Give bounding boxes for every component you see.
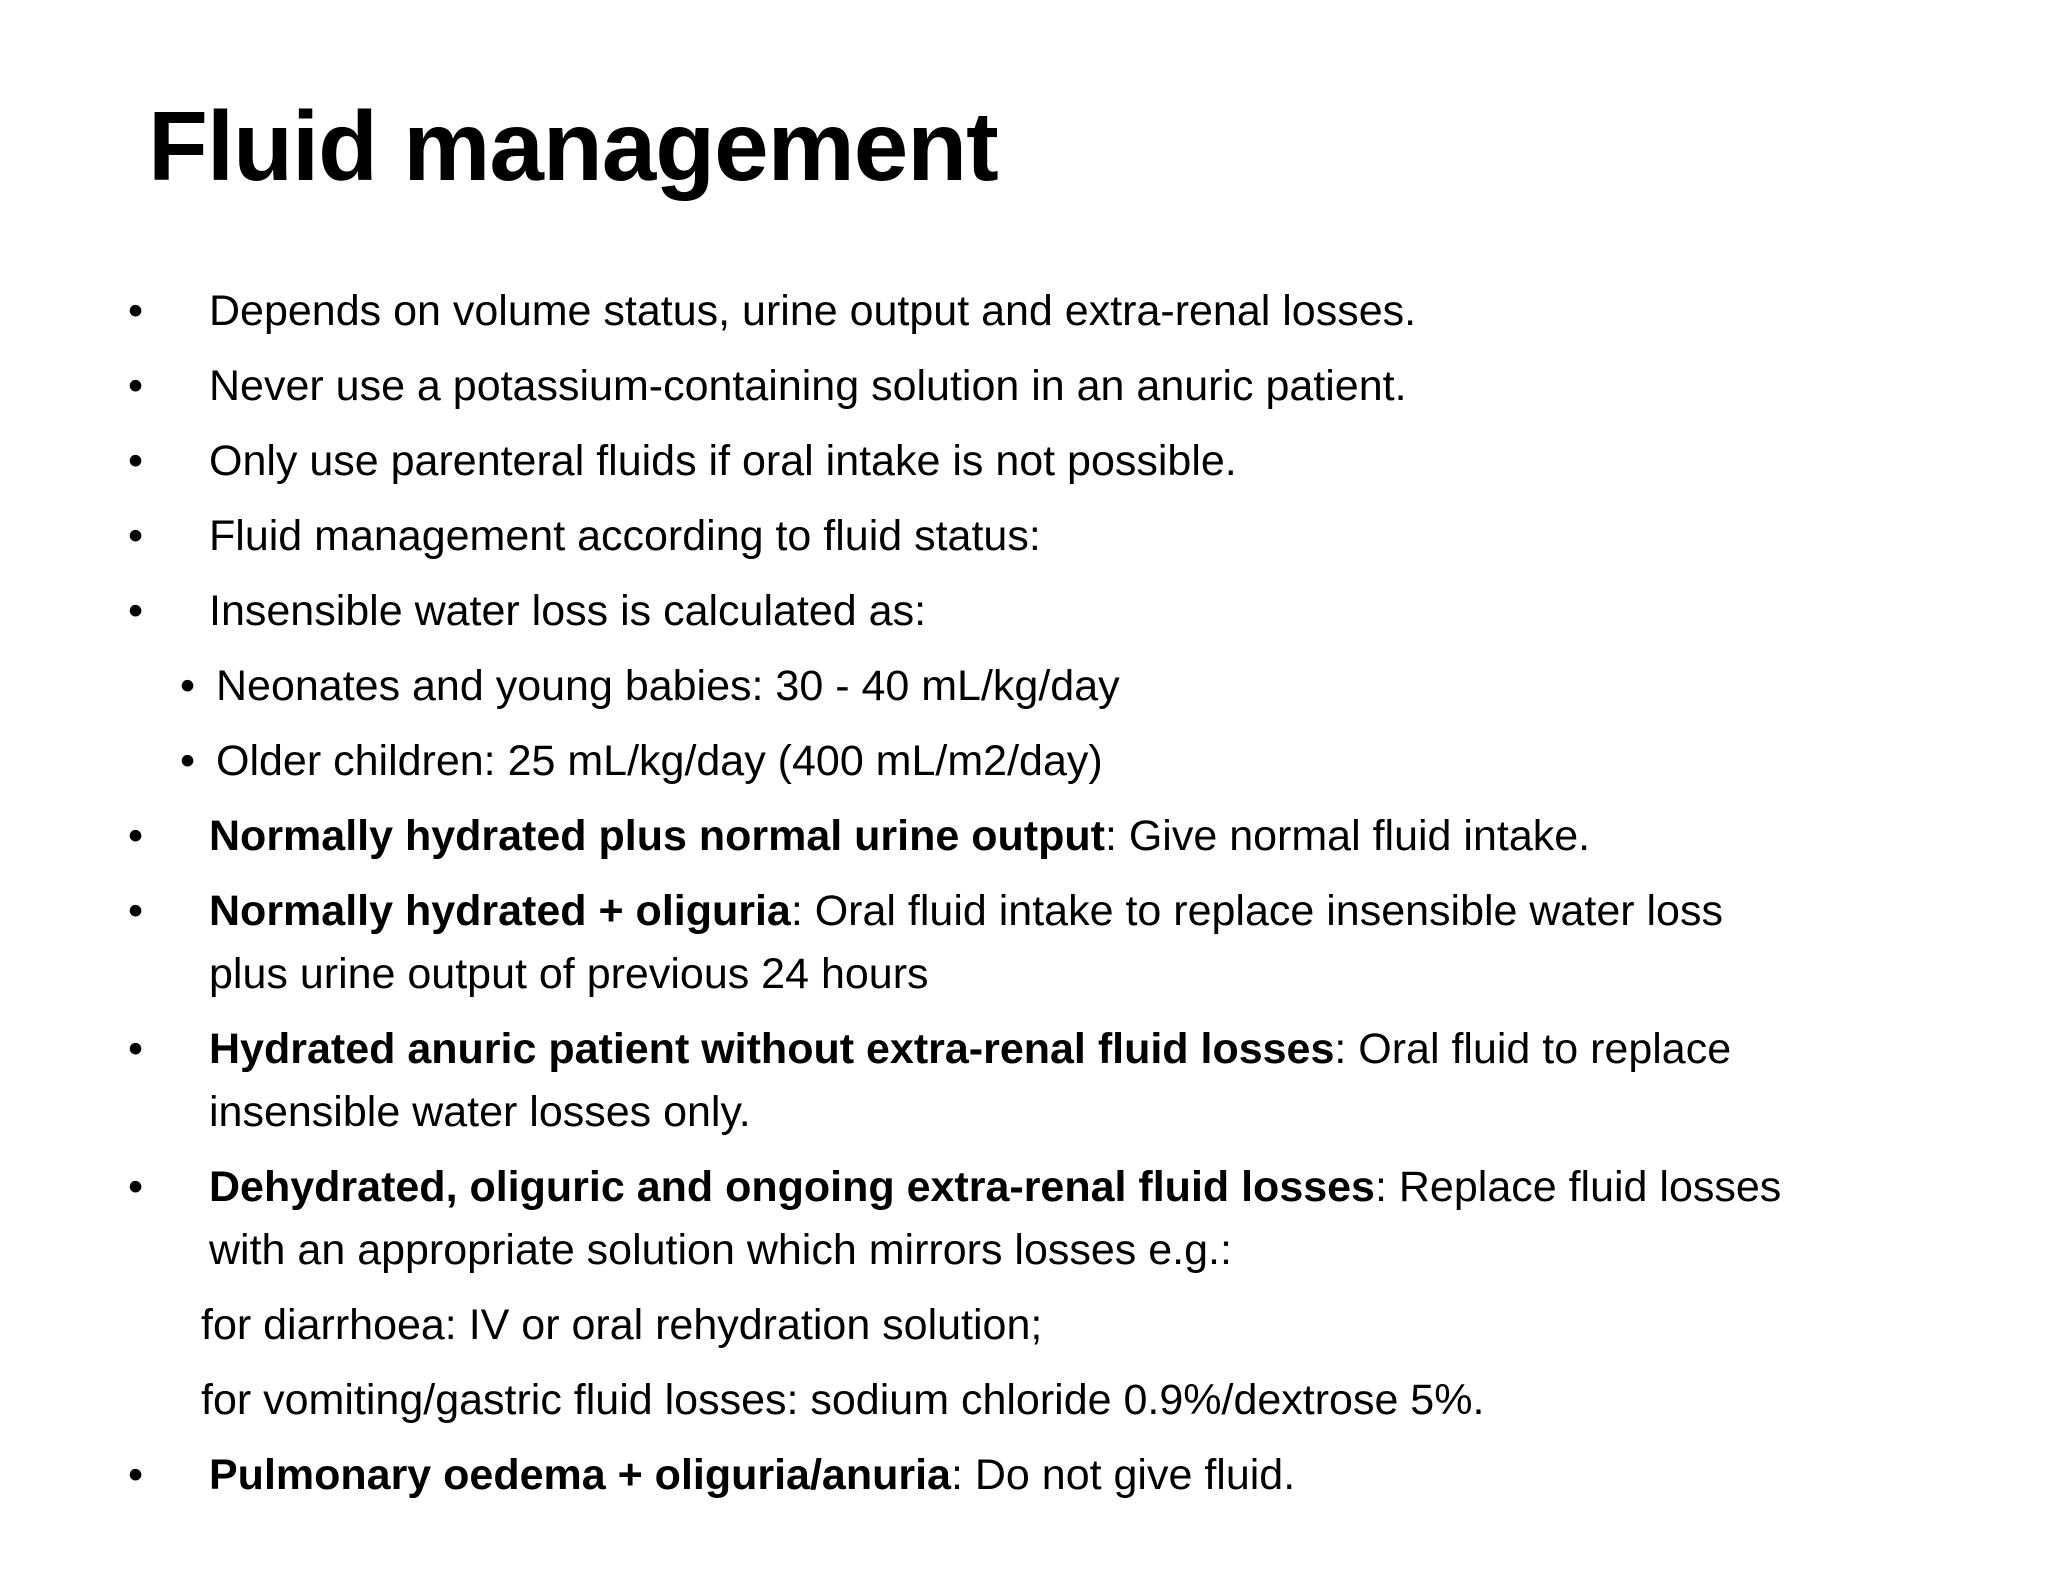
list-item-detail: : Give normal fluid intake.	[1104, 812, 1591, 860]
list-item-text	[209, 880, 1723, 942]
list-item-emphasis: Hydrated anuric patient without extra-renal fluid losses	[209, 1025, 1335, 1073]
bullet-icon: •	[128, 587, 144, 635]
list-item-text	[209, 1018, 1731, 1080]
bullet-icon: •	[128, 1451, 144, 1499]
bullet-icon: •	[128, 812, 144, 860]
bullet-icon: •	[180, 662, 196, 710]
list-item-text: plus urine output of previous 24 hours	[209, 950, 929, 998]
list-item-text: insensible water losses only.	[209, 1088, 751, 1136]
list-item-text: Never use a potassium-containing solution in an anuric patient.	[209, 362, 1407, 410]
list-item-text: for diarrhoea: IV or oral rehydration solution;	[201, 1301, 1043, 1349]
bullet-icon: •	[128, 887, 144, 935]
list-item-emphasis: Normally hydrated plus normal urine output	[209, 812, 1105, 860]
list-item-text: Fluid management according to fluid status:	[209, 512, 1041, 560]
bullet-icon: •	[128, 1025, 144, 1073]
list-item-detail: : Do not give fluid.	[950, 1451, 1296, 1499]
list-item-text: Neonates and young babies: 30 - 40 mL/kg/day	[216, 662, 1120, 710]
list-item-text: Only use parenteral fluids if oral intake is not possible.	[209, 437, 1237, 485]
bullet-icon: •	[180, 737, 196, 785]
list-item-text	[209, 1444, 1295, 1506]
list-item-detail: : Oral fluid to replace	[1334, 1025, 1732, 1073]
bullet-icon: •	[128, 437, 144, 485]
list-item-text	[209, 1156, 1781, 1218]
bullet-icon: •	[128, 512, 144, 560]
list-item-text: Older children: 25 mL/kg/day (400 mL/m2/day)	[216, 737, 1103, 785]
list-item-text: Insensible water loss is calculated as:	[209, 587, 927, 635]
list-item-text	[209, 805, 1590, 867]
bullet-icon: •	[128, 287, 144, 335]
list-item-emphasis: Pulmonary oedema + oliguria/anuria	[209, 1451, 951, 1499]
list-item-text: for vomiting/gastric fluid losses: sodium chloride 0.9%/dextrose 5%.	[201, 1376, 1485, 1424]
list-item-text: Depends on volume status, urine output and extra-renal losses.	[209, 287, 1417, 335]
list-item-emphasis: Dehydrated, oliguric and ongoing extra-renal fluid losses	[209, 1163, 1375, 1211]
list-item-detail: : Oral fluid intake to replace insensible water loss	[790, 887, 1723, 935]
list-item-detail: : Replace fluid losses	[1374, 1163, 1782, 1211]
list-item-emphasis: Normally hydrated + oliguria	[209, 887, 791, 935]
list-item-text: with an appropriate solution which mirrors losses e.g.:	[209, 1226, 1232, 1274]
bullet-icon: •	[128, 1163, 144, 1211]
slide-title: Fluid management	[148, 91, 998, 201]
bullet-icon: •	[128, 362, 144, 410]
